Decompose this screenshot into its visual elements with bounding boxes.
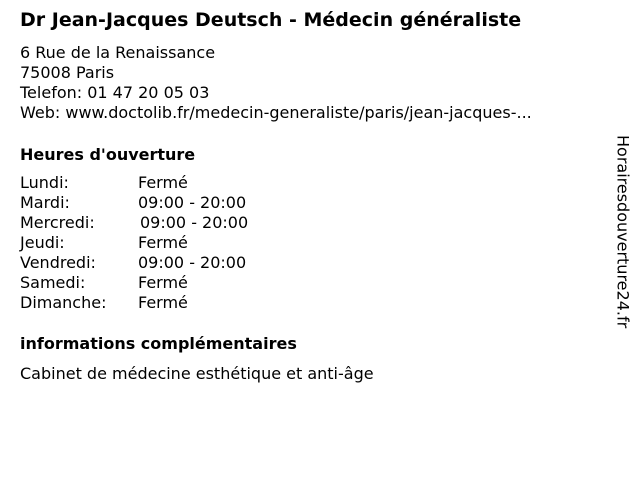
hours-value: Fermé [138, 293, 188, 312]
day-label: Mardi: [20, 193, 70, 212]
hours-value: 09:00 - 20:00 [140, 213, 249, 232]
site-watermark [608, 135, 638, 375]
day-label: Lundi: [20, 173, 69, 192]
phone-number: Telefon: 01 47 20 05 03 [20, 83, 210, 102]
opening-hours-heading: Heures d'ouverture [20, 145, 196, 164]
contact-block [20, 43, 532, 123]
hours-value: 09:00 - 20:00 [138, 253, 247, 272]
watermark-text: Horairesdouverture24.fr [613, 135, 633, 329]
hours-value: Fermé [138, 273, 188, 292]
day-label: Mercredi: [20, 213, 95, 232]
day-label: Samedi: [20, 273, 86, 292]
address-street: 6 Rue de la Renaissance [20, 43, 216, 62]
additional-info-text: Cabinet de médecine esthétique et anti-âge [20, 364, 374, 383]
day-label: Jeudi: [20, 233, 65, 252]
hours-value: 09:00 - 20:00 [138, 193, 247, 212]
additional-info-heading: informations complémentaires [20, 334, 297, 353]
day-label: Dimanche: [20, 293, 107, 312]
day-label: Vendredi: [20, 253, 96, 272]
address-city: 75008 Paris [20, 63, 115, 82]
page-title: Dr Jean-Jacques Deutsch - Médecin généraliste [20, 9, 522, 31]
hours-value: Fermé [138, 173, 188, 192]
hours-value: Fermé [138, 233, 188, 252]
website-link: Web: www.doctolib.fr/medecin-generaliste/paris/jean-jacques-... [20, 103, 532, 122]
